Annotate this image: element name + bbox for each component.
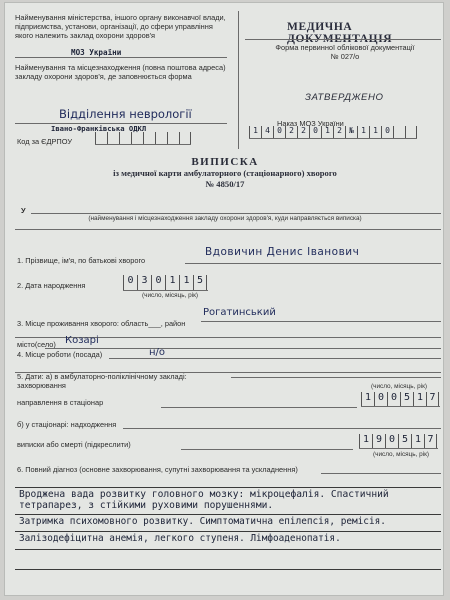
recipient-hint: (найменування і місцезнаходження закладу охорони здоров'я, куди направляється виписка) — [88, 215, 362, 222]
order-label: Наказ МОЗ України — [277, 119, 344, 128]
admission-label: б) у стаціонарі: надходження — [17, 420, 117, 429]
illness-label: захворювання — [17, 381, 66, 390]
date-hint-1: (число, місяць, рік) — [371, 383, 428, 390]
form-description: Форма первинної облікової документації — [275, 43, 415, 52]
city-label: місто(село) — [17, 340, 56, 349]
referral-label: направлення в стаціонар — [17, 398, 104, 407]
ministry-underline — [15, 57, 227, 58]
referral-date-boxes: 1 0 0 5 1 7 — [361, 392, 439, 406]
doc-subtitle: із медичної карти амбулаторного (стаціонарного) хворого — [113, 168, 337, 178]
diagnosis-line-3: Залізодефіцитна анемія, легкого ступеня. Лімфоаденопатія. — [19, 533, 341, 544]
facility-label: Найменування та місцезнаходження (повна поштова адреса) закладу охорони здоров'я, де заповнюється форма — [15, 63, 226, 81]
recipient-label: У — [21, 206, 26, 215]
extract-form-page — [4, 2, 444, 596]
hospital-name: Івано-Франківська ОДКЛ — [51, 124, 147, 133]
department-name: Відділення неврології — [59, 107, 192, 121]
ministry-label: Найменування міністерства, іншого органу виконавчої влади, підприємства, установи, організації, до сфери управління якого належить заклад охорони здоров'я — [15, 13, 226, 40]
dates-label: 5. Дати: а) в амбулаторно-поліклінічному закладі: — [17, 372, 187, 381]
birth-date-boxes: 0 3 0 1 1 5 — [123, 275, 207, 290]
birth-date-label: 2. Дата народження — [17, 281, 86, 290]
diagnosis-line-2: Затримка психомовного розвитку. Симптоматична епілепсія, ремісія. — [19, 516, 386, 527]
diagnosis-label: 6. Повний діагноз (основне захворювання, супутні захворювання та ускладнення) — [17, 465, 298, 474]
diagnosis-line-1: Вроджена вада розвитку головного мозку: мікроцефалія. Спастичний тетрапарез, з стійкими руховими порушеннями. — [19, 489, 389, 512]
date-hint-2: (число, місяць, рік) — [373, 451, 430, 458]
birth-date-hint: (число, місяць, рік) — [142, 292, 199, 299]
header-divider — [238, 11, 239, 149]
medical-documentation-title: МЕДИЧНА ДОКУМЕНТАЦІЯ — [287, 21, 393, 45]
discharge-label: виписки або смерті (підкреслити) — [17, 440, 131, 449]
city-value: Козарі — [65, 335, 99, 346]
discharge-date-boxes: 1 9 0 5 1 7 — [359, 434, 437, 448]
order-number-boxes: 1 4 0 2 2 0 1 2 № 1 1 0 — [249, 126, 417, 138]
doc-title: ВИПИСКА — [191, 156, 259, 168]
workplace-label: 4. Місце роботи (посада) — [17, 350, 103, 359]
doc-number: № 4850/17 — [205, 179, 245, 189]
residence-label: 3. Місце проживання хворого: область___, район — [17, 319, 186, 328]
patient-name-value: Вдовичин Денис Іванович — [205, 246, 360, 258]
edrpou-boxes — [95, 132, 191, 144]
form-number: № 027/о — [330, 52, 360, 61]
edrpou-label: Код за ЄДРПОУ — [17, 137, 73, 146]
ministry-value: МОЗ України — [71, 48, 122, 57]
residence-value: Рогатинський — [203, 307, 276, 318]
patient-name-label: 1. Прізвище, ім'я, по батькові хворого — [17, 256, 146, 265]
workplace-value: н/о — [149, 347, 166, 358]
approved-label: ЗАТВЕРДЖЕНО — [305, 92, 384, 103]
